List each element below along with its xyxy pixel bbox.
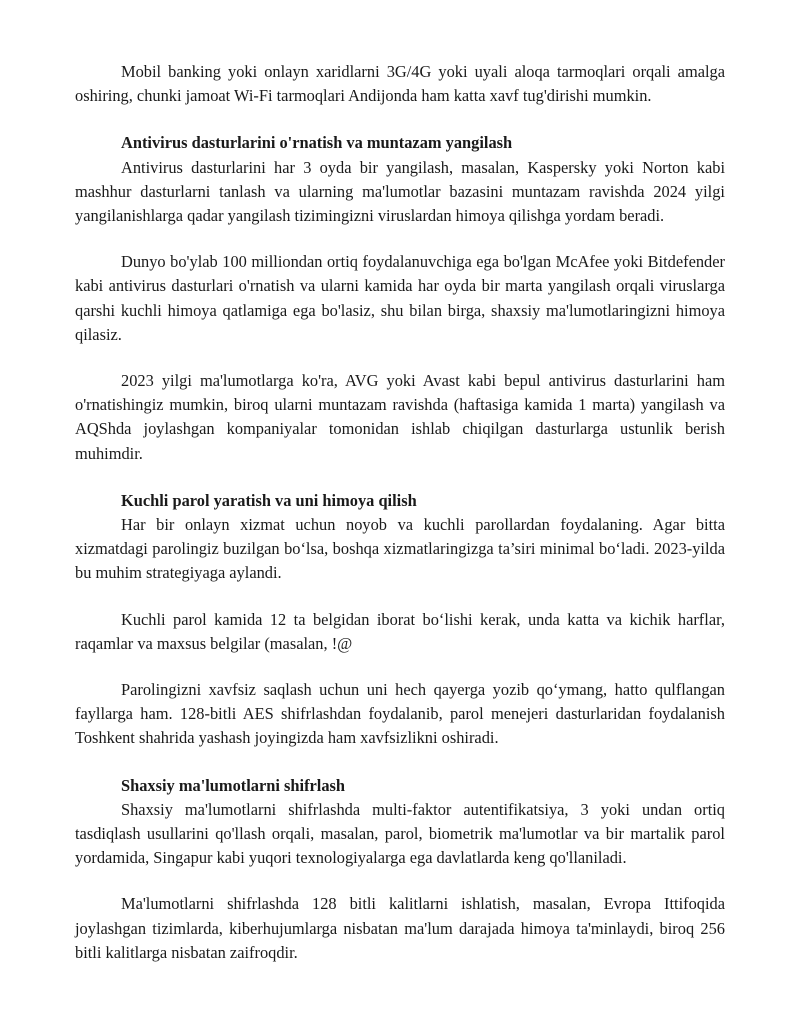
heading-password: Kuchli parol yaratish va uni himoya qilish bbox=[121, 490, 417, 510]
paragraph-password-1: Har bir onlayn xizmat uchun noyob va kuchli parollardan foydalaning. Agar bitta xizmatdagi parolingiz buzilgan bo‘lsa, boshqa xizmatlaringizga ta’siri minimal bo‘ladi. 2023-yilda bu muhim strategiyaga aylandi. bbox=[75, 515, 725, 583]
paragraph-encryption-2: Ma'lumotlarni shifrlashda 128 bitli kalitlarni ishlatish, masalan, Evropa Ittifoqida joylashgan tizimlarda, kiberhujumlarga nisbatan ma'lum darajada himoya ta'minlaydi, biroq 256 bitli kalitlarga nisbatan zaifroqdir. bbox=[75, 894, 725, 962]
heading-encryption: Shaxsiy ma'lumotlarni shifrlash bbox=[121, 775, 346, 795]
document-page bbox=[75, 60, 725, 965]
spacer bbox=[75, 347, 725, 369]
spacer bbox=[75, 656, 725, 678]
spacer bbox=[75, 586, 725, 608]
paragraph-password-3: Parolingizni xavfsiz saqlash uchun uni hech qayerga yozib qo‘ymang, hatto qulflangan fayllarga ham. 128-bitli AES shifrlashdan foydalanib, parol menejeri dasturlaridan foydalanish Toshkent shahrida yashash joyingizda ham xavfsizlikni oshiradi. bbox=[75, 680, 725, 748]
paragraph-antivirus-2: Dunyo bo'ylab 100 milliondan ortiq foydalanuvchiga ega bo'lgan McAfee yoki Bitdefender kabi antivirus dasturlari o'rnatish va ularni kamida har oyda bir marta yangilash orqali viruslarga qarshi kuchli himoya qatlamiga ega bo'lasiz, shu bilan birga, shaxsiy ma'lumotlaringizni himoya qilasiz. bbox=[75, 252, 725, 344]
spacer bbox=[75, 108, 725, 131]
paragraph-antivirus-3: 2023 yilgi ma'lumotlarga ko'ra, AVG yoki Avast kabi bepul antivirus dasturlarini ham o'rnatishingiz mumkin, biroq ularni muntazam ravishda (haftasiga kamida 1 marta) yangilash va AQShda joylashgan kompaniyalar tomonidan ishlab chiqilgan dasturlarga ustunlik berish muhimdir. bbox=[75, 371, 725, 463]
heading-antivirus: Antivirus dasturlarini o'rnatish va muntazam yangilash bbox=[121, 133, 513, 153]
paragraph-password-2: Kuchli parol kamida 12 ta belgidan iborat bo‘lishi kerak, unda katta va kichik harflar, raqamlar va maxsus belgilar (masalan, !@ bbox=[75, 609, 725, 653]
spacer bbox=[75, 466, 725, 489]
paragraph-antivirus-1: Antivirus dasturlarini har 3 oyda bir yangilash, masalan, Kaspersky yoki Norton kabi mashhur dasturlarni tanlash va ularning ma'lumotlar bazasini muntazam ravishda 2024 yilgi yangilanishlarga qadar yangilash tizimingizni viruslardan himoya qilishga yordam beradi. bbox=[75, 157, 725, 226]
paragraph-mobile-banking: Mobil banking yoki onlayn xaridlarni 3G/4G yoki uyali aloqa tarmoqlari orqali amalga oshiring, chunki jamoat Wi-Fi tarmoqlari Andijonda ham katta xavf tug'dirishi mumkin. bbox=[75, 62, 725, 106]
spacer bbox=[75, 228, 725, 250]
spacer bbox=[75, 870, 725, 892]
paragraph-encryption-1: Shaxsiy ma'lumotlarni shifrlashda multi-faktor autentifikatsiya, 3 yoki undan ortiq tasdiqlash usullarini qo'llash orqali, masalan, parol, biometrik ma'lumotlar va bir martalik parol yordamida, Singapur kabi yuqori texnologiyalarga ega davlatlarda keng qo'llaniladi. bbox=[75, 799, 725, 868]
spacer bbox=[75, 751, 725, 774]
